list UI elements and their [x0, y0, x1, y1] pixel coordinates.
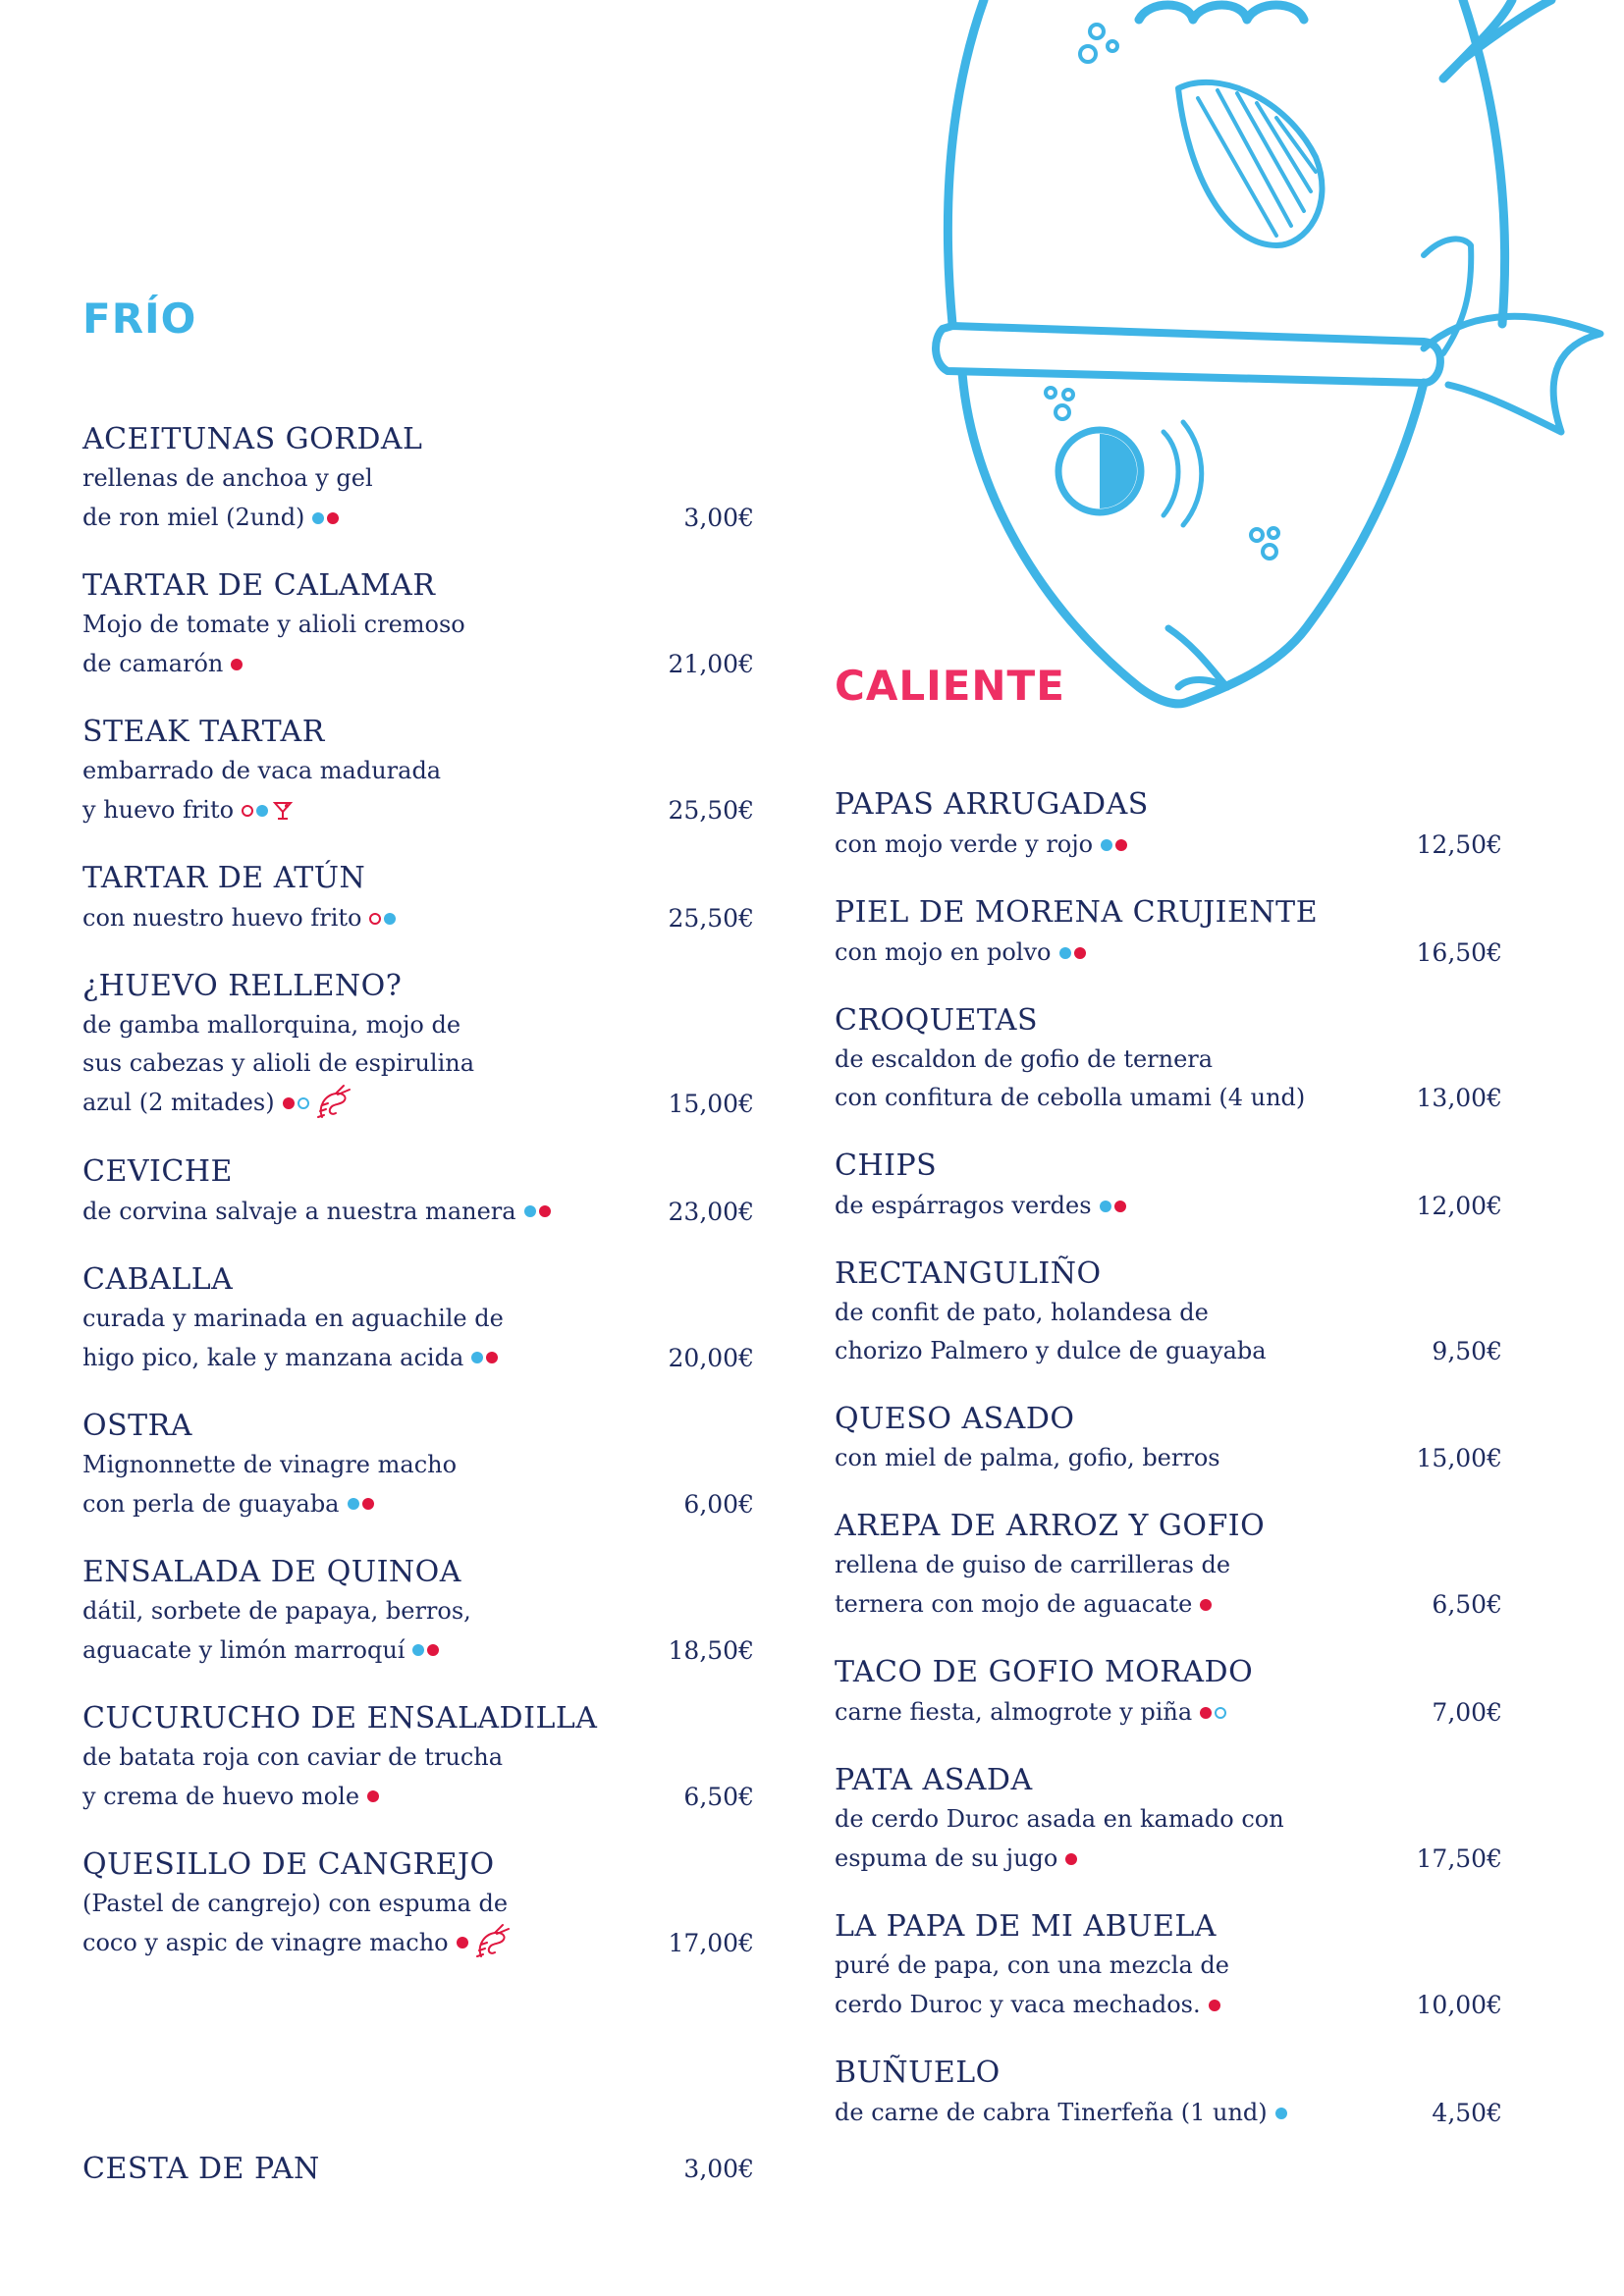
- red-dot-icon: [1200, 1707, 1212, 1719]
- red-dot-icon: [327, 512, 339, 524]
- menu-item: [82, 1152, 754, 1231]
- item-description-line: [835, 1692, 1502, 1732]
- item-price: 12,50€: [1416, 830, 1502, 859]
- item-description-text: coco y aspic de vinagre macho: [82, 1928, 449, 1956]
- red-dot-icon: [1074, 947, 1086, 959]
- red-dot-icon: [367, 1790, 379, 1802]
- item-name: CROQUETAS: [835, 1003, 1038, 1038]
- menu-item: [835, 1653, 1502, 1732]
- item-price: 15,00€: [668, 1089, 754, 1118]
- menu-item-cesta-de-pan: [82, 2150, 754, 2189]
- menu-item: [82, 1407, 754, 1523]
- allergen-tags: [1209, 1985, 1223, 2023]
- item-name: OSTRA: [82, 1408, 192, 1443]
- item-name: ¿HUEVO RELLENO?: [82, 969, 403, 1003]
- item-description-text: carne fiesta, almogrote y piña: [835, 1698, 1193, 1726]
- allergen-tags: [524, 1192, 554, 1230]
- fish-illustration: [913, 0, 1624, 726]
- red-ring-dot-icon: [369, 913, 381, 925]
- item-description-text: y crema de huevo mole: [82, 1782, 360, 1810]
- red-dot-icon: [486, 1352, 498, 1363]
- item-description-text: Mojo de tomate y alioli cremoso: [82, 611, 465, 638]
- blue-ring-dot-icon: [1215, 1707, 1226, 1719]
- menu-item: [82, 967, 754, 1123]
- blue-dot-icon: [312, 512, 324, 524]
- item-description-line: [835, 1041, 1502, 1079]
- allergen-tags: [242, 790, 293, 828]
- item-name: BUÑUELO: [835, 2056, 1001, 2090]
- item-description-text: Mignonnette de vinagre macho: [82, 1450, 458, 1478]
- item-description-text: de gamba mallorquina, mojo de: [82, 1011, 461, 1039]
- item-description-line: [82, 1192, 754, 1231]
- item-description-line: [82, 1006, 754, 1044]
- item-name: TARTAR DE ATÚN: [82, 861, 366, 895]
- item-name: TACO DE GOFIO MORADO: [835, 1655, 1254, 1689]
- blue-dot-icon: [256, 805, 268, 817]
- menu-item: [835, 1907, 1502, 2024]
- red-dot-icon: [457, 1937, 468, 1949]
- allergen-tags: [1200, 1584, 1215, 1623]
- item-price: 7,00€: [1432, 1698, 1502, 1727]
- item-description-line: [835, 1800, 1502, 1839]
- item-price: 25,50€: [668, 904, 754, 933]
- item-description-line: [82, 1777, 754, 1816]
- menu-item: [82, 1699, 754, 1816]
- red-dot-icon: [1200, 1599, 1212, 1611]
- item-name: TARTAR DE CALAMAR: [82, 568, 436, 603]
- item-description-line: [82, 790, 754, 829]
- allergen-tags: [1059, 933, 1089, 971]
- item-description-text: embarrado de vaca madurada: [82, 757, 442, 784]
- item-description-line: [82, 1484, 754, 1523]
- allergen-tags: [312, 498, 342, 536]
- menu-item: [82, 566, 754, 683]
- item-description-line: [82, 1044, 754, 1083]
- menu-item: [82, 1260, 754, 1377]
- item-description-line: [82, 606, 754, 644]
- cocktail-icon: [273, 800, 293, 822]
- item-price: 12,00€: [1416, 1192, 1502, 1220]
- item-price: 20,00€: [668, 1343, 754, 1372]
- allergen-tags: [231, 644, 245, 682]
- item-name: PAPAS ARRUGADAS: [835, 787, 1149, 822]
- menu-item: [835, 1255, 1502, 1370]
- item-price: 13,00€: [1416, 1084, 1502, 1112]
- item-description-text: (Pastel de cangrejo) con espuma de: [82, 1889, 509, 1917]
- item-description-text: curada y marinada en aguachile de: [82, 1304, 504, 1332]
- allergen-tags: [367, 1777, 382, 1815]
- item-description-text: chorizo Palmero y dulce de guayaba: [835, 1337, 1267, 1364]
- item-price: 15,00€: [1416, 1444, 1502, 1472]
- item-description-text: con confitura de cebolla umami (4 und): [835, 1084, 1306, 1111]
- red-dot-icon: [362, 1498, 374, 1510]
- item-name: PIEL DE MORENA CRUJIENTE: [835, 895, 1319, 930]
- item-description-line: [82, 1630, 754, 1670]
- item-description-text: azul (2 mitades): [82, 1089, 275, 1116]
- allergen-tags: [1275, 2093, 1290, 2131]
- red-dot-icon: [1114, 1201, 1126, 1212]
- item-description-line: [82, 1338, 754, 1377]
- item-name: LA PAPA DE MI ABUELA: [835, 1909, 1217, 1944]
- item-price: 3,00€: [683, 504, 754, 532]
- item-name: AREPA DE ARROZ Y GOFIO: [835, 1509, 1266, 1543]
- item-description-line: [835, 1332, 1502, 1370]
- item-description-text: de camarón: [82, 650, 224, 677]
- menu-list-caliente: [835, 785, 1502, 2162]
- item-description-text: con nuestro huevo frito: [82, 904, 362, 932]
- item-description-line: [82, 1885, 754, 1923]
- item-description-line: [82, 498, 754, 537]
- item-price: 10,00€: [1416, 1991, 1502, 2019]
- allergen-tags: [412, 1630, 442, 1669]
- item-price: 17,50€: [1416, 1844, 1502, 1873]
- red-dot-icon: [1065, 1853, 1077, 1865]
- item-description-text: de escaldon de gofio de ternera: [835, 1045, 1214, 1073]
- item-price: 4,50€: [1432, 2099, 1502, 2127]
- item-name: CESTA DE PAN: [82, 2152, 320, 2186]
- item-price: 25,50€: [668, 796, 754, 825]
- red-dot-icon: [539, 1205, 551, 1217]
- item-description-line: [82, 1083, 754, 1123]
- item-description-line: [835, 1439, 1502, 1477]
- item-description-line: [82, 1592, 754, 1630]
- item-description-line: [835, 2093, 1502, 2132]
- item-description-text: con perla de guayaba: [82, 1489, 340, 1518]
- item-description-line: [835, 1294, 1502, 1332]
- menu-item: [82, 859, 754, 937]
- item-description-text: de confit de pato, holandesa de: [835, 1299, 1209, 1326]
- item-description-text: higo pico, kale y manzana acida: [82, 1343, 464, 1371]
- item-name: PATA ASADA: [835, 1763, 1033, 1797]
- item-name: RECTANGULIÑO: [835, 1256, 1102, 1291]
- menu-list-frio: [82, 420, 754, 1992]
- item-description-text: con mojo verde y rojo: [835, 830, 1094, 858]
- menu-item: [835, 1507, 1502, 1624]
- item-description-line: [82, 1738, 754, 1777]
- allergen-tags: [457, 1923, 513, 1963]
- section-title-caliente: CALIENTE: [835, 662, 1065, 710]
- item-name: STEAK TARTAR: [82, 715, 325, 749]
- allergen-tags: [283, 1083, 353, 1123]
- item-price: 9,50€: [1432, 1337, 1502, 1365]
- menu-item: [82, 420, 754, 537]
- menu-item: [835, 2054, 1502, 2132]
- item-description-line: [835, 1186, 1502, 1225]
- item-price: 3,00€: [683, 2155, 754, 2183]
- blue-dot-icon: [1059, 947, 1071, 959]
- allergen-tags: [369, 898, 399, 936]
- allergen-tags: [348, 1484, 377, 1522]
- menu-item: [835, 1147, 1502, 1225]
- red-dot-icon: [231, 659, 243, 670]
- item-description-text: con miel de palma, gofio, berros: [835, 1444, 1220, 1471]
- item-description-text: ternera con mojo de aguacate: [835, 1590, 1193, 1618]
- item-name: CHIPS: [835, 1148, 938, 1183]
- item-description-text: rellenas de anchoa y gel: [82, 464, 373, 492]
- menu-item: [835, 1761, 1502, 1878]
- menu-item: [835, 1001, 1502, 1117]
- red-dot-icon: [283, 1097, 295, 1109]
- item-description-line: [835, 825, 1502, 864]
- item-description-text: de batata roja con caviar de trucha: [82, 1742, 504, 1771]
- menu-item: [82, 713, 754, 829]
- section-title-frio: FRÍO: [82, 294, 197, 343]
- item-name: CEVICHE: [82, 1153, 233, 1189]
- allergen-tags: [1101, 825, 1130, 863]
- allergen-tags: [1200, 1692, 1229, 1731]
- blue-dot-icon: [471, 1352, 483, 1363]
- item-name: CUCURUCHO DE ENSALADILLA: [82, 1700, 598, 1735]
- shrimp-icon: [314, 1084, 353, 1123]
- item-description-text: aguacate y limón marroquí: [82, 1635, 406, 1664]
- item-description-text: sus cabezas y alioli de espirulina: [82, 1049, 475, 1077]
- blue-ring-dot-icon: [298, 1097, 309, 1109]
- item-price: 23,00€: [668, 1197, 754, 1226]
- menu-item: [835, 893, 1502, 972]
- menu-item: [82, 1845, 754, 1963]
- red-ring-dot-icon: [242, 805, 253, 817]
- item-name: ENSALADA DE QUINOA: [82, 1554, 461, 1589]
- blue-dot-icon: [412, 1644, 424, 1656]
- item-description-line: [835, 1839, 1502, 1878]
- allergen-tags: [471, 1338, 501, 1376]
- blue-dot-icon: [1101, 839, 1112, 851]
- blue-dot-icon: [384, 913, 396, 925]
- item-description-text: con mojo en polvo: [835, 938, 1052, 966]
- item-price: 6,50€: [683, 1782, 754, 1811]
- item-description-text: y huevo frito: [82, 796, 235, 824]
- item-description-text: de ron miel (2und): [82, 504, 305, 531]
- item-description-line: [835, 1546, 1502, 1584]
- item-description-text: espuma de su jugo: [835, 1844, 1058, 1872]
- item-price: 6,00€: [683, 1489, 754, 1519]
- item-description-line: [82, 644, 754, 683]
- item-description-line: [82, 752, 754, 790]
- item-description-text: de cerdo Duroc asada en kamado con: [835, 1805, 1284, 1833]
- blue-dot-icon: [1275, 2108, 1287, 2119]
- item-description-text: de espárragos verdes: [835, 1192, 1092, 1219]
- item-description-line: [835, 1985, 1502, 2024]
- item-description-line: [835, 1079, 1502, 1117]
- item-description-line: [82, 1923, 754, 1963]
- item-description-line: [82, 459, 754, 498]
- item-price: 6,50€: [1432, 1590, 1502, 1619]
- blue-dot-icon: [524, 1205, 536, 1217]
- item-name: ACEITUNAS GORDAL: [82, 422, 423, 456]
- item-description-line: [835, 933, 1502, 972]
- item-description-line: [835, 1584, 1502, 1624]
- item-description-line: [835, 1947, 1502, 1985]
- blue-dot-icon: [1100, 1201, 1111, 1212]
- item-name: QUESO ASADO: [835, 1402, 1075, 1436]
- item-price: 16,50€: [1416, 938, 1502, 967]
- item-description-text: de carne de cabra Tinerfeña (1 und): [835, 2099, 1268, 2126]
- item-description-text: puré de papa, con una mezcla de: [835, 1951, 1229, 1979]
- item-description-text: cerdo Duroc y vaca mechados.: [835, 1991, 1201, 2018]
- item-description-line: [82, 1446, 754, 1484]
- item-price: 18,50€: [668, 1635, 754, 1665]
- item-name: CABALLA: [82, 1261, 234, 1297]
- red-dot-icon: [1209, 2000, 1220, 2011]
- blue-dot-icon: [348, 1498, 359, 1510]
- menu-item: [835, 785, 1502, 864]
- menu-item: [82, 1553, 754, 1670]
- shrimp-icon: [473, 1923, 513, 1962]
- item-price: 21,00€: [668, 650, 754, 678]
- allergen-tags: [1065, 1839, 1080, 1877]
- item-description-line: [82, 1300, 754, 1338]
- allergen-tags: [1100, 1186, 1129, 1224]
- item-price: 17,00€: [668, 1929, 754, 1957]
- item-description-line: [82, 898, 754, 937]
- item-name: QUESILLO DE CANGREJO: [82, 1846, 495, 1882]
- item-description-text: dátil, sorbete de papaya, berros,: [82, 1596, 471, 1625]
- red-dot-icon: [1115, 839, 1127, 851]
- menu-item: [835, 1400, 1502, 1477]
- red-dot-icon: [427, 1644, 439, 1656]
- item-description-text: de corvina salvaje a nuestra manera: [82, 1197, 516, 1225]
- item-description-text: rellena de guiso de carrilleras de: [835, 1551, 1231, 1578]
